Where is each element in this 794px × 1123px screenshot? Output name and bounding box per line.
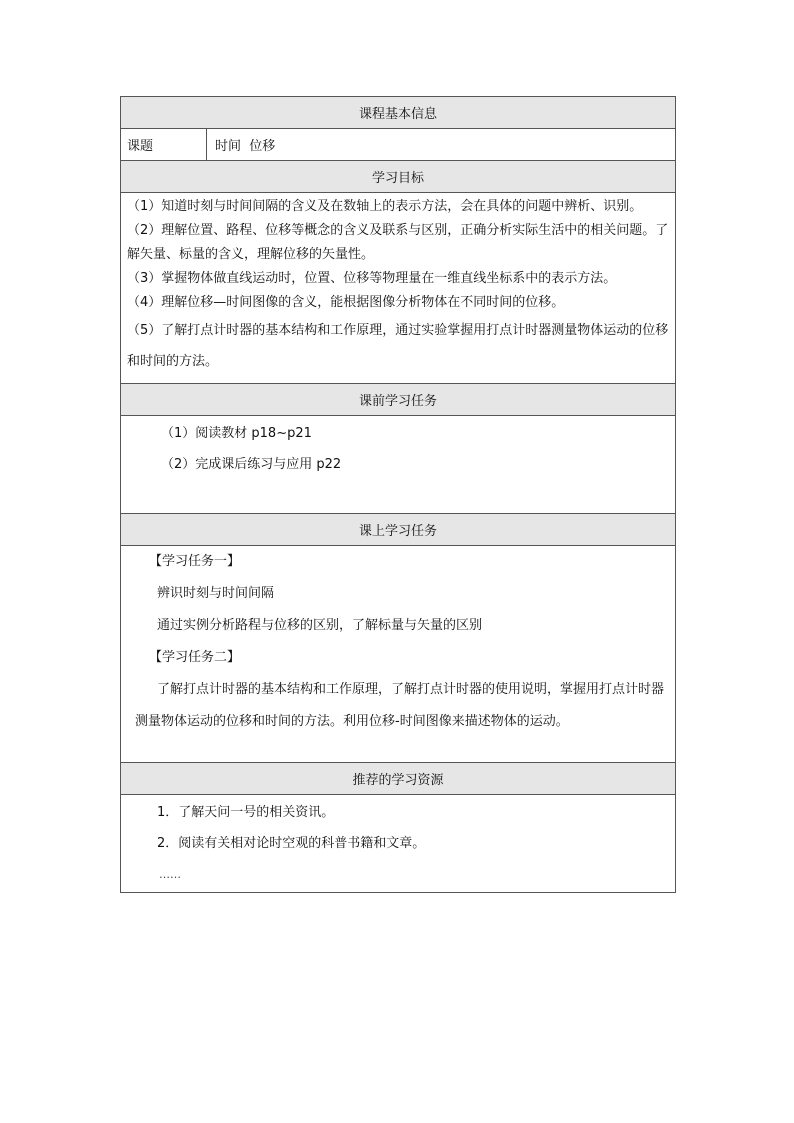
objective-item: （3）掌握物体做直线运动时，位置、位移等物理量在一维直线坐标系中的表示方法。 [127,271,617,286]
task1-line: 辨识时刻与时间间隔 [157,586,275,601]
pre-class-header: 课前学习任务 [121,384,676,416]
pre-class-item: （1）阅读教材 p18~p21 [161,426,312,441]
objective-item: （5）了解打点计时器的基本结构和工作原理，通过实验掌握用打点计时器测量物体运动的位移和时间的方法。 [127,323,669,369]
pre-class-item: （2）完成课后练习与应用 p22 [161,457,342,472]
in-class-header: 课上学习任务 [121,514,676,546]
task1-title: 【学习任务一】 [149,554,241,569]
objective-item: （4）理解位移—时间图像的含义，能根据图像分析物体在不同时间的位移。 [127,295,565,310]
resource-item: 2．阅读有关相对论时空观的科普书籍和文章。 [157,836,426,851]
resources-header: 推荐的学习资源 [121,763,676,795]
objective-item: （1）知道时刻与时间间隔的含义及在数轴上的表示方法，会在具体的问题中辨析、识别。 [127,199,643,214]
resources-body [121,795,676,893]
topic-value: 时间 位移 [207,129,676,161]
task2-title: 【学习任务二】 [149,650,241,665]
task1-line: 通过实例分析路程与位移的区别，了解标量与矢量的区别 [157,618,483,633]
resource-item: 1．了解天问一号的相关资讯。 [157,805,335,820]
course-info-table [120,96,676,893]
in-class-body [121,546,676,763]
objectives-body [121,193,676,384]
pre-class-body [121,416,676,514]
objective-item: （2）理解位置、路程、位移等概念的含义及联系与区别，正确分析实际生活中的相关问题。了解矢量、标量的含义，理解位移的矢量性。 [127,223,669,262]
objectives-header: 学习目标 [121,161,676,193]
topic-label: 课题 [121,129,207,161]
basic-info-header: 课程基本信息 [121,97,676,129]
resources-more: …… [159,868,181,881]
task2-text: 了解打点计时器的基本结构和工作原理，了解打点计时器的使用说明，掌握用打点计时器测量物体运动的位移和时间的方法。利用位移-时间图像来描述物体的运动。 [135,682,665,729]
